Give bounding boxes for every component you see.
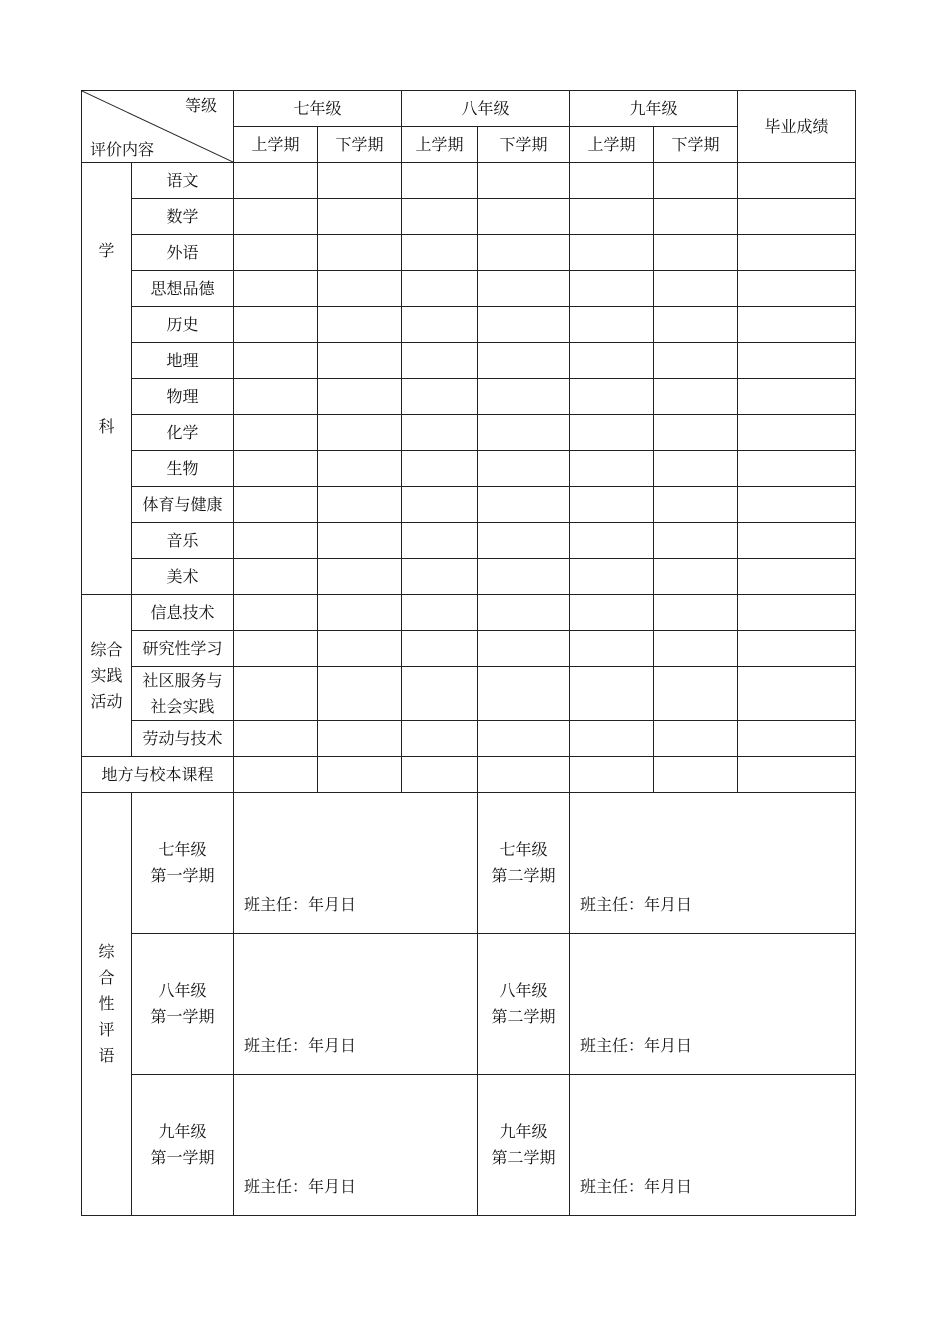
term-label-line: 第一学期	[150, 1148, 215, 1167]
subject-name: 地理	[132, 343, 234, 379]
graduation-cell[interactable]	[738, 415, 856, 451]
term-header: 上学期	[570, 127, 654, 163]
grade-cell[interactable]	[402, 487, 478, 523]
grade-cell[interactable]	[234, 199, 318, 235]
grade-cell[interactable]	[318, 631, 402, 667]
subject-row	[82, 451, 856, 487]
grade-cell[interactable]	[402, 343, 478, 379]
graduation-cell[interactable]	[738, 667, 856, 721]
grade-cell[interactable]	[402, 757, 478, 793]
grade-cell[interactable]	[318, 595, 402, 631]
term-label-line: 八年级	[158, 981, 207, 1000]
term-label-line: 七年级	[499, 840, 548, 859]
comments-group-char: 合	[98, 968, 115, 987]
grade-cell[interactable]	[478, 487, 570, 523]
term-label-cell	[478, 934, 570, 1075]
subject-row	[82, 559, 856, 595]
comments-group-char: 性	[98, 994, 115, 1013]
subject-row	[82, 235, 856, 271]
term-label-cell	[478, 1075, 570, 1216]
teacher-signature-line: 班主任：年月日	[244, 1036, 357, 1055]
grade-cell[interactable]	[478, 667, 570, 721]
term-label-line: 八年级	[499, 981, 548, 1000]
grade-cell[interactable]	[478, 415, 570, 451]
term-header: 下学期	[654, 127, 738, 163]
comments-group-char: 综	[98, 942, 115, 961]
grade-cell[interactable]	[234, 379, 318, 415]
comment-box[interactable]	[234, 1075, 478, 1216]
term-header: 上学期	[402, 127, 478, 163]
grade-cell[interactable]	[234, 343, 318, 379]
grade-cell[interactable]	[402, 523, 478, 559]
grade-cell[interactable]	[234, 163, 318, 199]
comment-row	[82, 793, 856, 934]
grade-cell[interactable]	[234, 415, 318, 451]
graduation-cell[interactable]	[738, 271, 856, 307]
grade-cell[interactable]	[402, 595, 478, 631]
local-course-label: 地方与校本课程	[82, 757, 234, 793]
grade-7-header: 七年级	[234, 91, 402, 127]
grade-cell[interactable]	[478, 271, 570, 307]
grade-cell[interactable]	[654, 199, 738, 235]
term-header: 上学期	[234, 127, 318, 163]
grade-cell[interactable]	[570, 487, 654, 523]
comments-group-char: 评	[98, 1020, 115, 1039]
grade-cell[interactable]	[570, 307, 654, 343]
teacher-signature-line: 班主任：年月日	[580, 1036, 693, 1055]
grade-cell[interactable]	[234, 487, 318, 523]
grade-cell[interactable]	[402, 235, 478, 271]
grade-cell[interactable]	[654, 451, 738, 487]
term-label-line: 第二学期	[491, 1148, 556, 1167]
teacher-signature-line: 班主任：年月日	[244, 895, 357, 914]
teacher-signature-line: 班主任：年月日	[580, 1177, 693, 1196]
grade-cell[interactable]	[318, 379, 402, 415]
graduation-cell[interactable]	[738, 595, 856, 631]
practice-group-line: 综合	[90, 639, 123, 659]
subject-name: 生物	[132, 451, 234, 487]
term-header: 下学期	[318, 127, 402, 163]
grade-cell[interactable]	[402, 721, 478, 757]
grade-cell[interactable]	[654, 163, 738, 199]
grade-cell[interactable]	[318, 343, 402, 379]
comment-box[interactable]	[570, 934, 856, 1075]
term-label-cell	[132, 1075, 234, 1216]
graduation-cell[interactable]	[738, 559, 856, 595]
subject-row	[82, 307, 856, 343]
grade-cell[interactable]	[478, 523, 570, 559]
grade-cell[interactable]	[234, 721, 318, 757]
grade-cell[interactable]	[654, 235, 738, 271]
local-course-row	[82, 757, 856, 793]
teacher-signature-line: 班主任：年月日	[244, 1177, 357, 1196]
grade-cell[interactable]	[478, 559, 570, 595]
grade-cell[interactable]	[654, 667, 738, 721]
grade-cell[interactable]	[570, 415, 654, 451]
term-label-line: 九年级	[499, 1122, 548, 1141]
grade-cell[interactable]	[318, 307, 402, 343]
practice-group-label	[82, 595, 132, 757]
practice-name-line: 社区服务与	[142, 670, 223, 690]
subjects-group-char: 学	[98, 240, 115, 260]
grade-cell[interactable]	[402, 379, 478, 415]
diagonal-header-cell	[82, 91, 234, 163]
practice-row	[82, 595, 856, 631]
subject-name: 体育与健康	[132, 487, 234, 523]
comment-box[interactable]	[570, 1075, 856, 1216]
grade-cell[interactable]	[570, 523, 654, 559]
term-label-line: 九年级	[158, 1122, 207, 1141]
practice-group-line: 实践	[90, 665, 123, 685]
practice-name: 信息技术	[132, 595, 234, 631]
subject-row	[82, 199, 856, 235]
grade-cell[interactable]	[478, 379, 570, 415]
term-label-line: 第二学期	[491, 1007, 556, 1026]
grade-8-header: 八年级	[402, 91, 570, 127]
subject-name: 美术	[132, 559, 234, 595]
grade-cell[interactable]	[234, 451, 318, 487]
grade-cell[interactable]	[478, 595, 570, 631]
grade-cell[interactable]	[654, 487, 738, 523]
practice-row	[82, 631, 856, 667]
term-label-cell	[478, 793, 570, 934]
grade-cell[interactable]	[654, 757, 738, 793]
grade-cell[interactable]	[570, 559, 654, 595]
practice-row	[82, 667, 856, 721]
graduation-cell[interactable]	[738, 307, 856, 343]
grade-cell[interactable]	[402, 631, 478, 667]
graduation-cell[interactable]	[738, 199, 856, 235]
grade-cell[interactable]	[478, 343, 570, 379]
grade-cell[interactable]	[570, 721, 654, 757]
grade-cell[interactable]	[478, 199, 570, 235]
grade-cell[interactable]	[478, 307, 570, 343]
subjects-group-char: 科	[98, 416, 115, 436]
grade-cell[interactable]	[234, 757, 318, 793]
practice-name	[132, 667, 234, 721]
grade-cell[interactable]	[654, 595, 738, 631]
grade-cell[interactable]	[318, 271, 402, 307]
grade-cell[interactable]	[570, 631, 654, 667]
practice-name-line: 社会实践	[150, 696, 215, 716]
graduation-cell[interactable]	[738, 523, 856, 559]
term-label-cell	[132, 934, 234, 1075]
term-label-line: 第二学期	[491, 866, 556, 885]
grade-cell[interactable]	[234, 271, 318, 307]
grade-cell[interactable]	[318, 721, 402, 757]
grade-cell[interactable]	[402, 667, 478, 721]
grade-cell[interactable]	[570, 235, 654, 271]
comment-box[interactable]	[234, 934, 478, 1075]
grade-cell[interactable]	[234, 523, 318, 559]
grade-label: 等级	[184, 96, 217, 115]
term-label-cell	[132, 793, 234, 934]
grade-cell[interactable]	[318, 757, 402, 793]
subject-name: 外语	[132, 235, 234, 271]
graduation-cell[interactable]	[738, 379, 856, 415]
subject-row	[82, 163, 856, 199]
grade-cell[interactable]	[318, 487, 402, 523]
term-label-line: 第一学期	[150, 866, 215, 885]
graduation-header: 毕业成绩	[738, 91, 856, 163]
grade-cell[interactable]	[654, 271, 738, 307]
content-label: 评价内容	[90, 140, 155, 159]
grade-cell[interactable]	[478, 631, 570, 667]
grade-cell[interactable]	[318, 523, 402, 559]
practice-name: 研究性学习	[132, 631, 234, 667]
graduation-cell[interactable]	[738, 631, 856, 667]
grade-cell[interactable]	[234, 559, 318, 595]
grade-cell[interactable]	[654, 721, 738, 757]
subject-name: 数学	[132, 199, 234, 235]
grade-cell[interactable]	[570, 667, 654, 721]
comment-box[interactable]	[570, 793, 856, 934]
comment-row	[82, 934, 856, 1075]
grade-cell[interactable]	[478, 757, 570, 793]
grade-cell[interactable]	[478, 451, 570, 487]
term-label-line: 七年级	[158, 840, 207, 859]
grade-cell[interactable]	[234, 595, 318, 631]
grade-cell[interactable]	[318, 199, 402, 235]
grade-cell[interactable]	[570, 757, 654, 793]
subject-name: 思想品德	[132, 271, 234, 307]
grade-cell[interactable]	[402, 415, 478, 451]
grade-cell[interactable]	[234, 235, 318, 271]
subject-row	[82, 379, 856, 415]
subject-name: 语文	[132, 163, 234, 199]
grade-cell[interactable]	[234, 667, 318, 721]
grade-cell[interactable]	[654, 343, 738, 379]
grade-cell[interactable]	[570, 343, 654, 379]
grade-cell[interactable]	[654, 523, 738, 559]
evaluation-table	[81, 90, 856, 1216]
comment-box[interactable]	[234, 793, 478, 934]
subject-name: 化学	[132, 415, 234, 451]
subjects-group-label	[82, 163, 132, 595]
grade-cell[interactable]	[402, 271, 478, 307]
grade-cell[interactable]	[570, 451, 654, 487]
graduation-cell[interactable]	[738, 235, 856, 271]
grade-cell[interactable]	[234, 631, 318, 667]
comments-group-label	[82, 793, 132, 1216]
term-header: 下学期	[478, 127, 570, 163]
subject-row	[82, 271, 856, 307]
grade-cell[interactable]	[234, 307, 318, 343]
grade-cell[interactable]	[402, 559, 478, 595]
grade-cell[interactable]	[402, 451, 478, 487]
graduation-cell[interactable]	[738, 487, 856, 523]
grade-cell[interactable]	[318, 415, 402, 451]
subject-name: 音乐	[132, 523, 234, 559]
grade-cell[interactable]	[318, 667, 402, 721]
graduation-cell[interactable]	[738, 721, 856, 757]
subject-row	[82, 343, 856, 379]
practice-row	[82, 721, 856, 757]
teacher-signature-line: 班主任：年月日	[580, 895, 693, 914]
practice-group-line: 活动	[90, 691, 123, 711]
grade-cell[interactable]	[318, 559, 402, 595]
grade-cell[interactable]	[570, 199, 654, 235]
grade-cell[interactable]	[402, 307, 478, 343]
graduation-cell[interactable]	[738, 451, 856, 487]
grade-cell[interactable]	[570, 595, 654, 631]
subject-row	[82, 487, 856, 523]
grade-cell[interactable]	[402, 163, 478, 199]
grade-cell[interactable]	[654, 631, 738, 667]
subject-row	[82, 415, 856, 451]
term-label-line: 第一学期	[150, 1007, 215, 1026]
grade-cell[interactable]	[318, 235, 402, 271]
grade-cell[interactable]	[654, 379, 738, 415]
grade-9-header: 九年级	[570, 91, 738, 127]
grade-cell[interactable]	[402, 199, 478, 235]
graduation-cell[interactable]	[738, 343, 856, 379]
grade-cell[interactable]	[654, 415, 738, 451]
grade-cell[interactable]	[478, 163, 570, 199]
subject-name: 物理	[132, 379, 234, 415]
subject-row	[82, 523, 856, 559]
grade-cell[interactable]	[654, 307, 738, 343]
grade-cell[interactable]	[570, 163, 654, 199]
grade-cell[interactable]	[318, 451, 402, 487]
practice-name: 劳动与技术	[132, 721, 234, 757]
grade-cell[interactable]	[478, 721, 570, 757]
grade-cell[interactable]	[478, 235, 570, 271]
grade-cell[interactable]	[654, 559, 738, 595]
subject-name: 历史	[132, 307, 234, 343]
grade-cell[interactable]	[570, 271, 654, 307]
grade-cell[interactable]	[318, 163, 402, 199]
graduation-cell[interactable]	[738, 757, 856, 793]
comments-group-char: 语	[98, 1046, 115, 1065]
grade-cell[interactable]	[570, 379, 654, 415]
header-row-grades	[82, 91, 856, 127]
comment-row	[82, 1075, 856, 1216]
graduation-cell[interactable]	[738, 163, 856, 199]
